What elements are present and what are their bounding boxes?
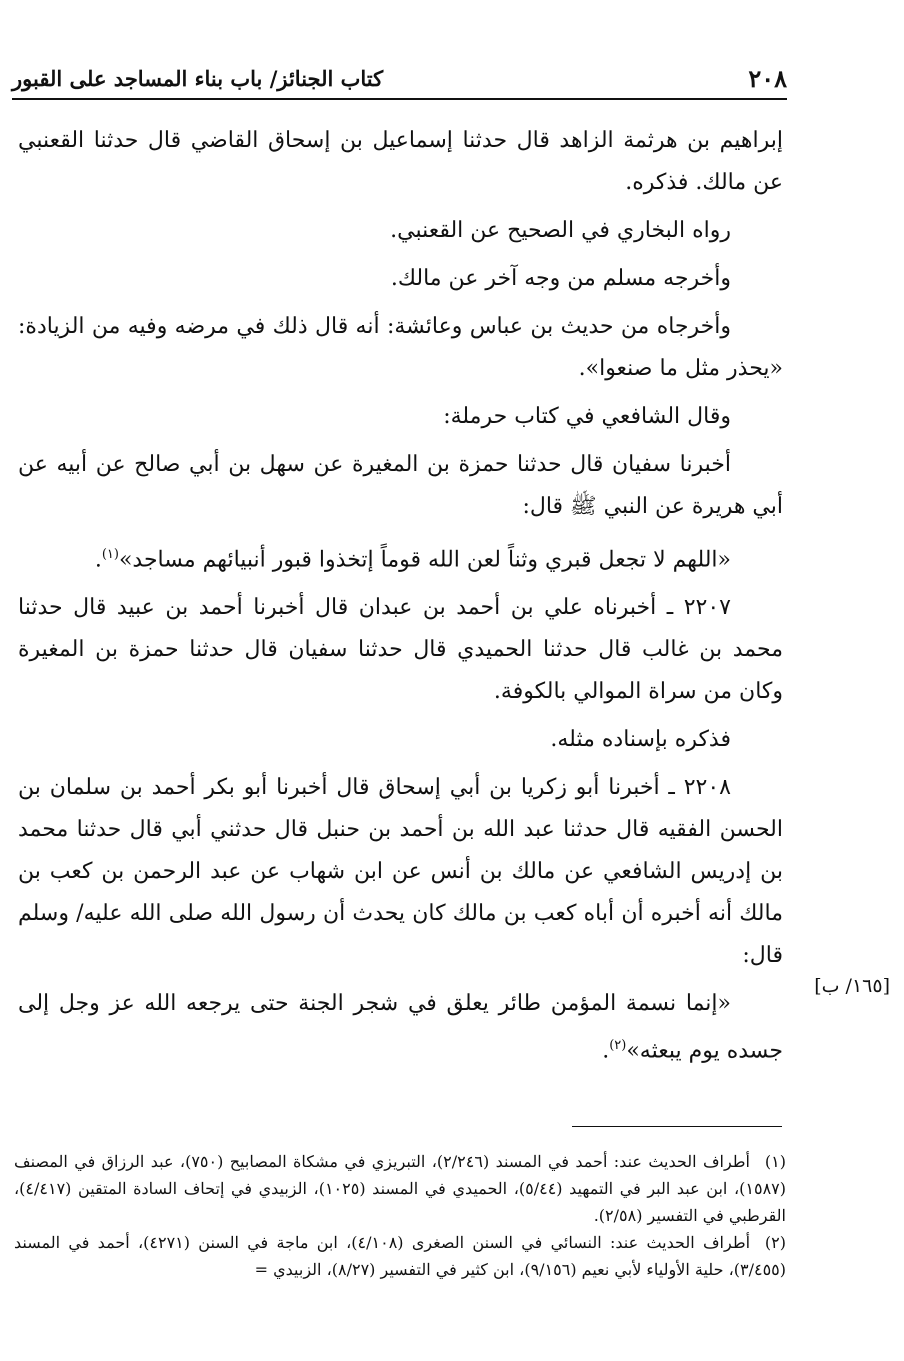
- footnote-marker: (٢): [609, 1038, 627, 1054]
- paragraph: إبراهيم بن هرثمة الزاهد قال حدثنا إسماعيل بن إسحاق القاضي قال حدثنا القعنبي عن مالك. فذكره.: [18, 128, 783, 195]
- running-title: كتاب الجنائز/ باب بناء المساجد على القبور: [12, 66, 384, 91]
- hadith-quote: «إنما نسمة المؤمن طائر يعلق في شجر الجنة حتى يرجعه الله عز وجل إلى جسده يوم يبعثه»$^{(٢)}$.: [18, 991, 783, 1064]
- paragraph: وقال الشافعي في كتاب حرملة:: [443, 404, 731, 429]
- footnote-1: [14, 1148, 786, 1229]
- footnote-text: أطراف الحديث عند: أحمد في المسند (٢/٢٤٦)، التبريزي في مشكاة المصابيح (٧٥٠)، عبد الرزاق في المصنف (١٥٨٧)، ابن عبد البر في التمهيد (٥/٤٤)، الحميدي في المسند (١٠٢٥)، الزبيدي في إتحاف السادة المتقين (٤/٤١٧)، القرطبي في التفسير (٢/٥٨).: [14, 1152, 786, 1225]
- footnote-number: (١): [764, 1152, 786, 1171]
- page-number: ٢٠٨: [748, 64, 787, 93]
- paragraph: وأخرجاه من حديث بن عباس وعائشة: أنه قال ذلك في مرضه وفيه من الزيادة: «يحذر مثل ما صنعوا».: [18, 314, 783, 381]
- footnote-2: [14, 1229, 786, 1283]
- paragraph: وأخرجه مسلم من وجه آخر عن مالك.: [390, 266, 731, 291]
- footnote-marker: (١): [101, 547, 119, 562]
- footnote-number: (٢): [764, 1233, 787, 1252]
- paragraph: أخبرنا سفيان قال حدثنا حمزة بن المغيرة عن سهل بن أبي صالح عن أبيه عن أبي هريرة عن النبي ﷺ قال:: [18, 452, 783, 519]
- paragraph: رواه البخاري في الصحيح عن القعنبي.: [390, 218, 731, 243]
- footnote-divider: [572, 1126, 782, 1127]
- manuscript-folio-note: [١٦٥/ ب]: [814, 975, 890, 997]
- footnote-text: أطراف الحديث عند: النسائي في السنن الصغرى (٤/١٠٨)، ابن ماجة في السنن (٤٢٧١)، أحمد في المسند (٣/٤٥٥)، حلية الأولياء لأبي نعيم (٩/١٥٦)، ابن كثير في التفسير (٨/٢٧)، الزبيدي =: [14, 1233, 786, 1279]
- page-header: [12, 62, 787, 100]
- hadith-entry-2207: ٢٢٠٧ ـ أخبرناه علي بن أحمد بن عبدان قال أخبرنا أحمد بن عبيد قال حدثنا محمد بن غالب قال حدثنا الحميدي قال حدثنا سفيان قال حدثنا حمزة بن المغيرة وكان من سراة الموالي بالكوفة.: [18, 595, 783, 705]
- hadith-text: «اللهم لا تجعل قبري وثناً لعن الله قوماً إتخذوا قبور أنبيائهم مساجد»: [118, 547, 731, 573]
- hadith-quote: «اللهم لا تجعل قبري وثناً لعن الله قوماً إتخذوا قبور أنبيائهم مساجد»$^{(١)}$.: [94, 547, 731, 573]
- main-text: [18, 120, 783, 1079]
- footnotes: [14, 1148, 786, 1283]
- paragraph: فذكره بإسناده مثله.: [550, 727, 731, 753]
- hadith-text: «إنما نسمة المؤمن طائر يعلق في شجر الجنة حتى يرجعه الله عز وجل إلى جسده يوم يبعثه»: [18, 991, 783, 1064]
- hadith-entry-2208: ٢٢٠٨ ـ أخبرنا أبو زكريا بن أبي إسحاق قال أخبرنا أبو بكر أحمد بن سلمان بن الحسن الفقيه قال حدثنا عبد الله بن أحمد بن حنبل قال حدثني أبي قال حدثنا محمد بن إدريس الشافعي عن مالك بن أنس عن ابن شهاب عن عبد الرحمن بن كعب بن مالك أنه أخبره أن أباه كعب بن مالك كان يحدث أن رسول الله صلى الله عليه/ وسلم قال:: [18, 775, 783, 969]
